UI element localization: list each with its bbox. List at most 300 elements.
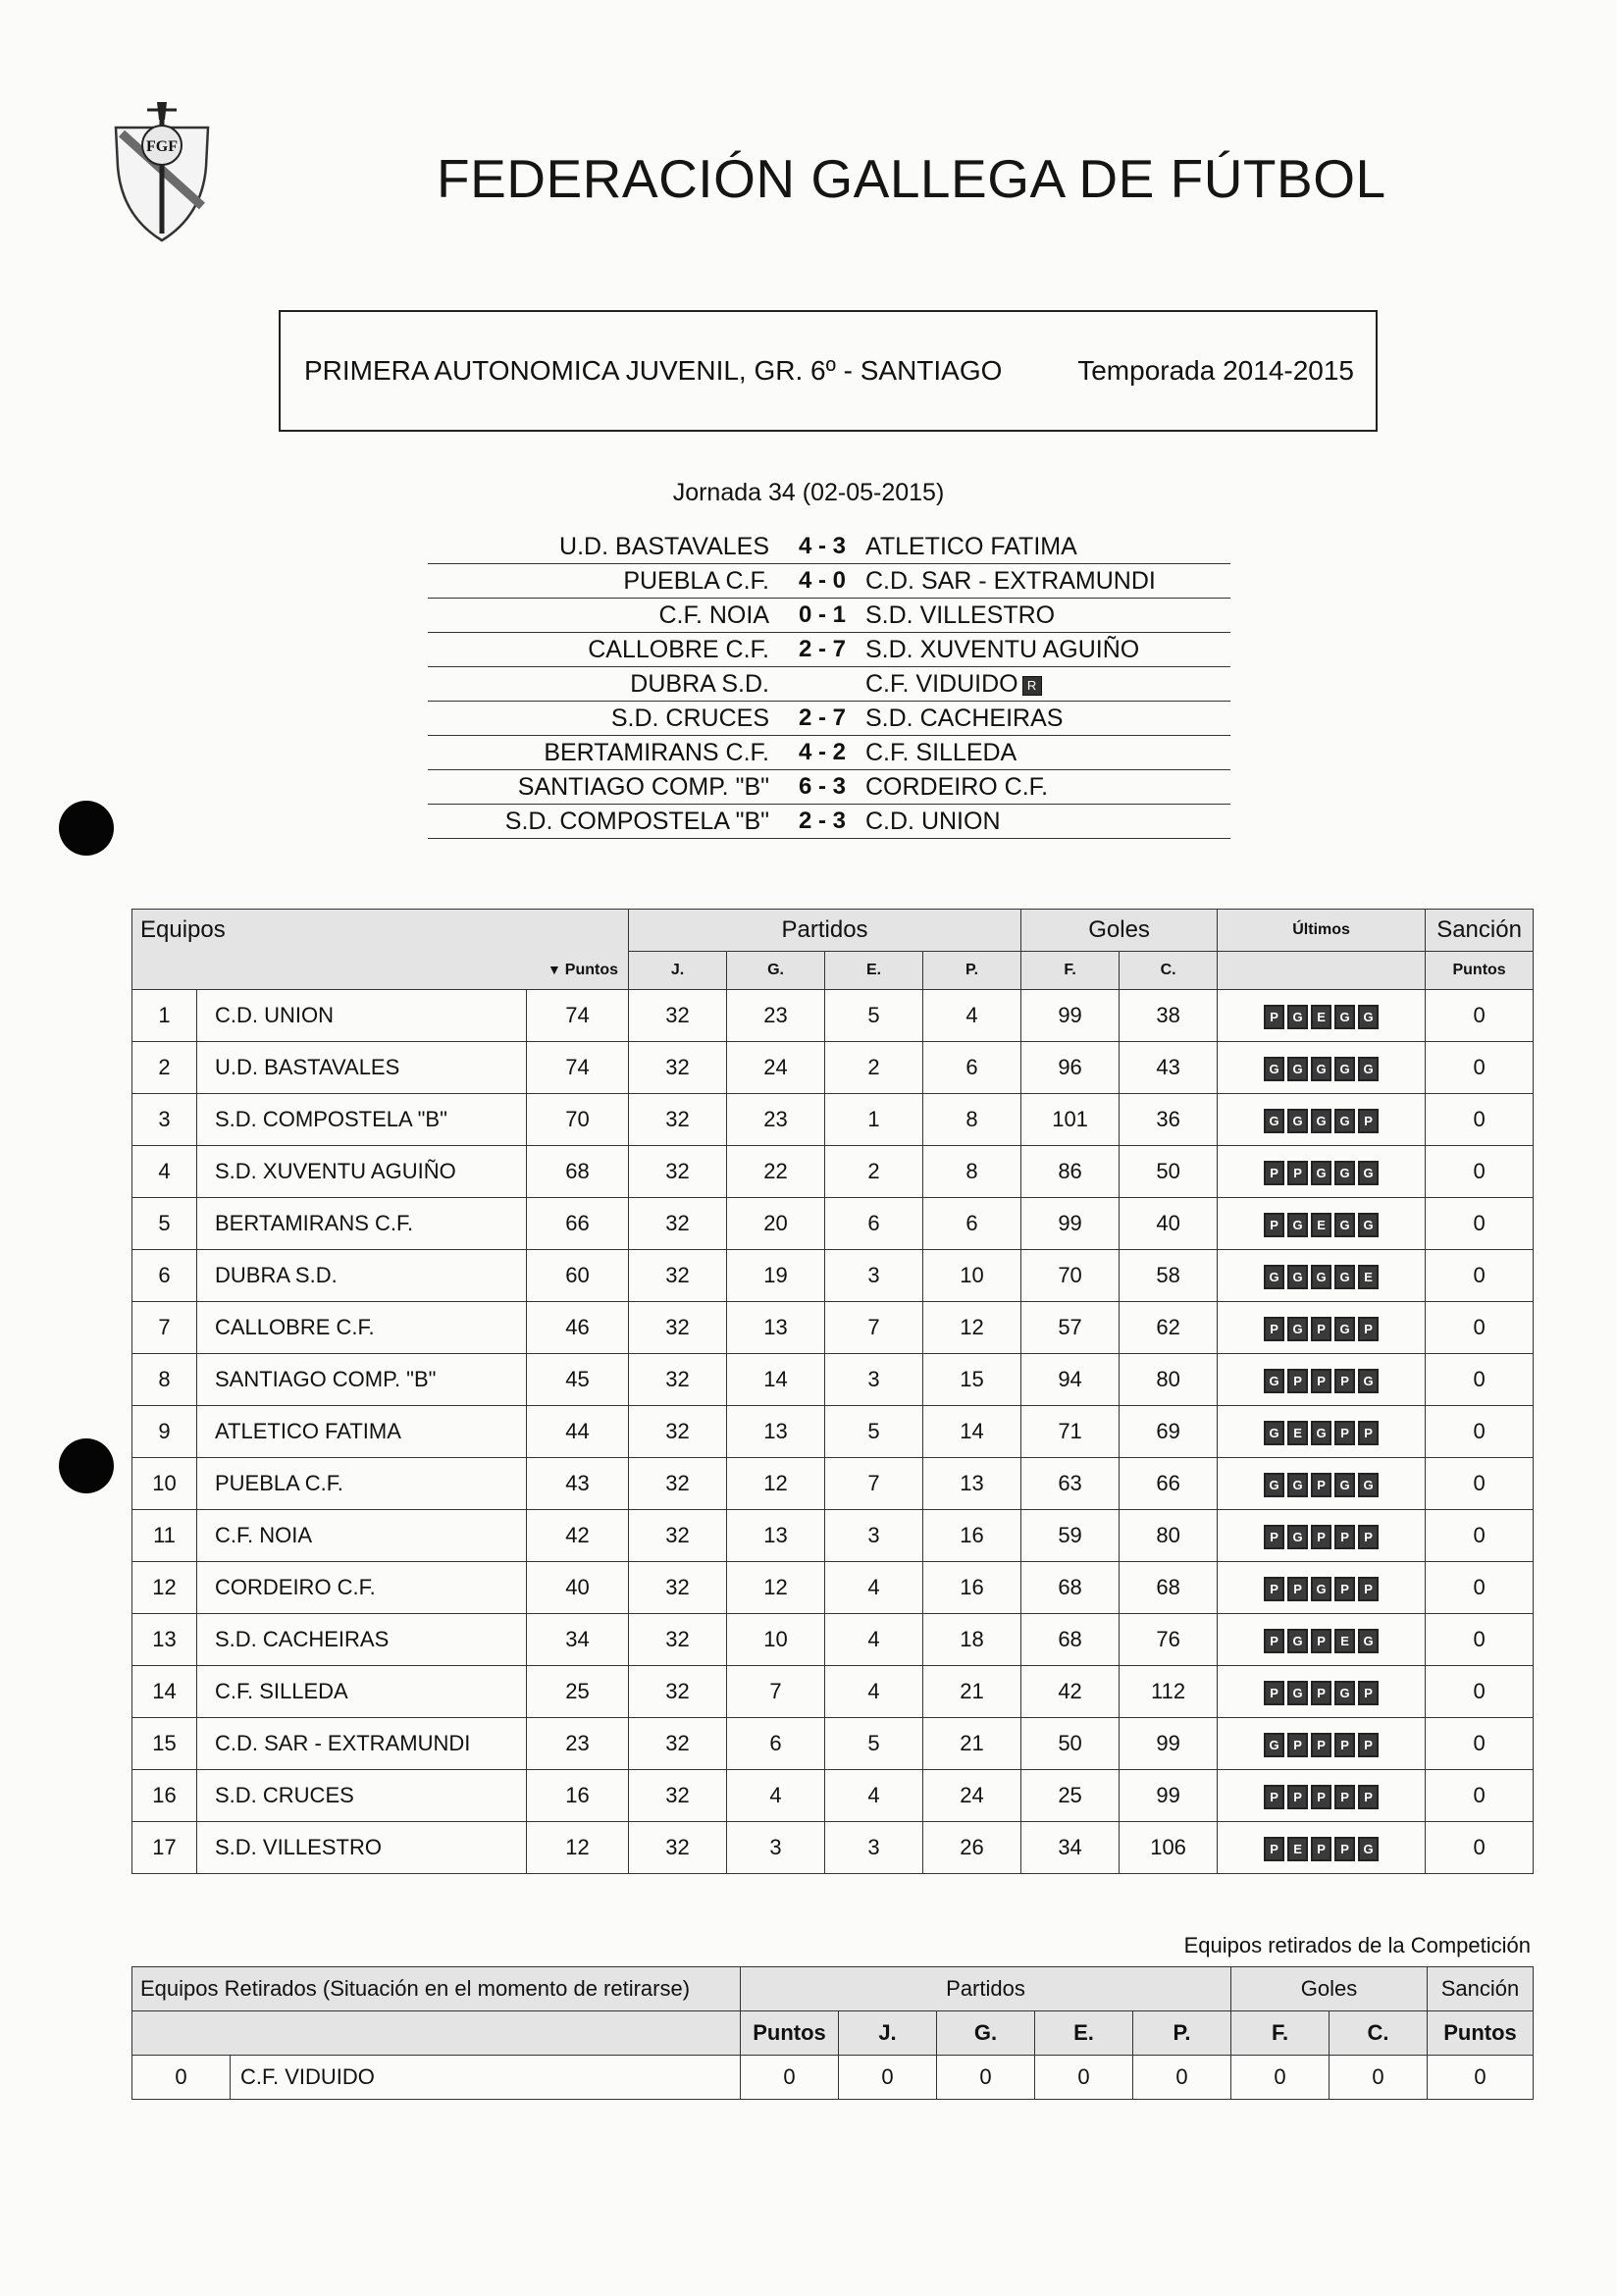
table-row <box>132 1042 1534 1094</box>
cell-pts: 46 <box>527 1302 629 1354</box>
header-ultimos-blank <box>1218 952 1426 990</box>
cell-form <box>1218 1770 1426 1822</box>
cell-pos: 6 <box>132 1250 197 1302</box>
cell-c: 40 <box>1120 1198 1218 1250</box>
retired-header-sancion-puntos: Puntos <box>1428 2011 1534 2056</box>
cell-c: 50 <box>1120 1146 1218 1198</box>
away-team <box>858 736 1230 770</box>
cell-p: 6 <box>923 1198 1021 1250</box>
form-chip: E <box>1287 1837 1308 1861</box>
cell-j: 32 <box>629 1250 727 1302</box>
cell-p: 21 <box>923 1666 1021 1718</box>
retired-header-c: C. <box>1330 2011 1428 2056</box>
form-chip: P <box>1311 1785 1331 1809</box>
cell-c: 112 <box>1120 1666 1218 1718</box>
cell-pts: 45 <box>527 1354 629 1406</box>
form-chip: P <box>1287 1733 1308 1757</box>
cell-sancion: 0 <box>1426 1666 1534 1718</box>
cell-pts: 0 <box>741 2056 839 2100</box>
cell-c: 43 <box>1120 1042 1218 1094</box>
cell-pos: 5 <box>132 1198 197 1250</box>
form-chip: G <box>1334 1213 1355 1237</box>
cell-e: 2 <box>825 1146 923 1198</box>
cell-e: 3 <box>825 1510 923 1562</box>
form-chip: P <box>1264 1213 1284 1237</box>
cell-c: 58 <box>1120 1250 1218 1302</box>
cell-e: 7 <box>825 1458 923 1510</box>
form-chip: G <box>1264 1109 1284 1133</box>
form-chip: G <box>1287 1473 1308 1497</box>
form-chip: G <box>1358 1213 1379 1237</box>
cell-g: 22 <box>727 1146 825 1198</box>
cell-pts: 43 <box>527 1458 629 1510</box>
form-chip: G <box>1334 1057 1355 1081</box>
header-p: P. <box>923 952 1021 990</box>
cell-sancion: 0 <box>1426 1562 1534 1614</box>
form-chips <box>1264 1577 1379 1601</box>
form-chip: P <box>1264 1161 1284 1185</box>
cell-g: 20 <box>727 1198 825 1250</box>
cell-e: 3 <box>825 1822 923 1874</box>
cell-pos: 17 <box>132 1822 197 1874</box>
cell-p: 8 <box>923 1146 1021 1198</box>
form-chip: E <box>1311 1213 1331 1237</box>
cell-f: 68 <box>1021 1614 1120 1666</box>
form-chip: P <box>1311 1473 1331 1497</box>
form-chips <box>1264 1265 1379 1289</box>
home-team: PUEBLA C.F. <box>428 564 787 599</box>
competition-header <box>279 310 1378 432</box>
standings-table <box>131 909 1534 1874</box>
form-chip: P <box>1287 1369 1308 1393</box>
table-row <box>132 1198 1534 1250</box>
cell-sancion: 0 <box>1426 1458 1534 1510</box>
header-ultimos: Últimos <box>1218 910 1426 952</box>
table-row <box>132 1302 1534 1354</box>
form-chip: P <box>1287 1785 1308 1809</box>
form-chip: P <box>1334 1421 1355 1445</box>
cell-j: 32 <box>629 1770 727 1822</box>
form-chip: P <box>1311 1681 1331 1705</box>
cell-e: 1 <box>825 1094 923 1146</box>
cell-f: 94 <box>1021 1354 1120 1406</box>
cell-team: S.D. VILLESTRO <box>197 1822 527 1874</box>
cell-form <box>1218 990 1426 1042</box>
cell-pts: 16 <box>527 1770 629 1822</box>
form-chip: G <box>1287 1265 1308 1289</box>
punch-hole <box>59 801 114 856</box>
cell-pts: 42 <box>527 1510 629 1562</box>
cell-form <box>1218 1250 1426 1302</box>
form-chip: G <box>1334 1473 1355 1497</box>
form-chip: G <box>1311 1421 1331 1445</box>
cell-pts: 74 <box>527 990 629 1042</box>
cell-j: 32 <box>629 1562 727 1614</box>
form-chip: P <box>1311 1629 1331 1653</box>
cell-e: 6 <box>825 1198 923 1250</box>
form-chip: G <box>1311 1265 1331 1289</box>
cell-p: 16 <box>923 1510 1021 1562</box>
cell-c: 68 <box>1120 1562 1218 1614</box>
cell-p: 18 <box>923 1614 1021 1666</box>
cell-f: 25 <box>1021 1770 1120 1822</box>
federation-logo <box>108 98 216 245</box>
cell-f: 101 <box>1021 1094 1120 1146</box>
cell-j: 32 <box>629 1146 727 1198</box>
form-chip: G <box>1334 1109 1355 1133</box>
home-team: U.D. BASTAVALES <box>428 530 787 564</box>
cell-team: SANTIAGO COMP. "B" <box>197 1354 527 1406</box>
away-team-name: S.D. VILLESTRO <box>865 600 1056 629</box>
cell-team: S.D. CACHEIRAS <box>197 1614 527 1666</box>
away-team <box>858 599 1230 633</box>
home-team: BERTAMIRANS C.F. <box>428 736 787 770</box>
form-chip: G <box>1264 1473 1284 1497</box>
form-chip: P <box>1264 1525 1284 1549</box>
form-chips <box>1264 1629 1379 1653</box>
cell-team: C.F. SILLEDA <box>197 1666 527 1718</box>
cell-e: 3 <box>825 1354 923 1406</box>
header-puntos-sort[interactable]: ▼ Puntos <box>132 952 629 990</box>
cell-c: 99 <box>1120 1770 1218 1822</box>
match-row <box>428 530 1230 564</box>
cell-team: PUEBLA C.F. <box>197 1458 527 1510</box>
match-score: 2 - 7 <box>787 633 858 667</box>
form-chips <box>1264 1213 1379 1237</box>
cell-pos: 14 <box>132 1666 197 1718</box>
away-team-name: C.F. VIDUIDO <box>865 669 1018 698</box>
cell-sancion: 0 <box>1426 1250 1534 1302</box>
form-chip: G <box>1264 1265 1284 1289</box>
cell-j: 32 <box>629 1718 727 1770</box>
form-chip: E <box>1311 1005 1331 1029</box>
cell-form <box>1218 1718 1426 1770</box>
form-chip: G <box>1287 1525 1308 1549</box>
form-chips <box>1264 1837 1379 1861</box>
cell-j: 32 <box>629 1094 727 1146</box>
form-chips <box>1264 1057 1379 1081</box>
form-chip: G <box>1311 1057 1331 1081</box>
retired-badge-icon: R <box>1022 676 1042 696</box>
home-team: CALLOBRE C.F. <box>428 633 787 667</box>
form-chip: E <box>1334 1629 1355 1653</box>
cell-p: 26 <box>923 1822 1021 1874</box>
page-title: FEDERACIÓN GALLEGA DE FÚTBOL <box>437 148 1386 209</box>
header-e: E. <box>825 952 923 990</box>
cell-sancion: 0 <box>1426 1718 1534 1770</box>
retired-header-goles: Goles <box>1231 1967 1428 2011</box>
match-row <box>428 667 1230 702</box>
form-chip: G <box>1287 1317 1308 1341</box>
form-chip: P <box>1311 1369 1331 1393</box>
cell-sancion: 0 <box>1426 1354 1534 1406</box>
form-chip: G <box>1264 1057 1284 1081</box>
form-chip: G <box>1334 1681 1355 1705</box>
table-row <box>132 1354 1534 1406</box>
jornada-title: Jornada 34 (02-05-2015) <box>672 479 945 506</box>
cell-pts: 34 <box>527 1614 629 1666</box>
header-goles: Goles <box>1021 910 1218 952</box>
cell-sancion: 0 <box>1426 1198 1534 1250</box>
table-row <box>132 1458 1534 1510</box>
match-score: 0 - 1 <box>787 599 858 633</box>
retired-header-g: G. <box>937 2011 1035 2056</box>
form-chip: P <box>1358 1785 1379 1809</box>
cell-form <box>1218 1822 1426 1874</box>
cell-sancion: 0 <box>1426 1146 1534 1198</box>
cell-pos: 4 <box>132 1146 197 1198</box>
cell-f: 50 <box>1021 1718 1120 1770</box>
table-row <box>132 1770 1534 1822</box>
form-chip: G <box>1358 1057 1379 1081</box>
cell-g: 6 <box>727 1718 825 1770</box>
cell-pos: 15 <box>132 1718 197 1770</box>
form-chip: P <box>1358 1681 1379 1705</box>
cell-form <box>1218 1198 1426 1250</box>
retired-table <box>131 1966 1534 2100</box>
cell-j: 32 <box>629 1354 727 1406</box>
retired-caption: Equipos retirados de la Competición <box>1183 1933 1531 1957</box>
away-team-name: S.D. CACHEIRAS <box>865 704 1064 732</box>
cell-p: 16 <box>923 1562 1021 1614</box>
cell-form <box>1218 1666 1426 1718</box>
home-team: C.F. NOIA <box>428 599 787 633</box>
form-chip: P <box>1311 1837 1331 1861</box>
cell-form <box>1218 1406 1426 1458</box>
form-chip: E <box>1287 1421 1308 1445</box>
cell-g: 12 <box>727 1458 825 1510</box>
cell-team: U.D. BASTAVALES <box>197 1042 527 1094</box>
away-team <box>858 633 1230 667</box>
cell-g: 3 <box>727 1822 825 1874</box>
cell-p: 14 <box>923 1406 1021 1458</box>
away-team-name: C.D. SAR - EXTRAMUNDI <box>865 566 1156 595</box>
form-chip: P <box>1334 1733 1355 1757</box>
cell-f: 99 <box>1021 990 1120 1042</box>
cell-p: 15 <box>923 1354 1021 1406</box>
home-team: DUBRA S.D. <box>428 667 787 702</box>
cell-e: 5 <box>825 1718 923 1770</box>
retired-header-blank <box>132 2011 741 2056</box>
cell-c: 80 <box>1120 1510 1218 1562</box>
form-chip: P <box>1264 1317 1284 1341</box>
away-team-name: CORDEIRO C.F. <box>865 772 1049 801</box>
table-row <box>132 2056 1534 2100</box>
retired-header-partidos: Partidos <box>741 1967 1231 2011</box>
cell-g: 12 <box>727 1562 825 1614</box>
form-chip: G <box>1358 1629 1379 1653</box>
cell-pts: 68 <box>527 1146 629 1198</box>
cell-g: 10 <box>727 1614 825 1666</box>
header-j: J. <box>629 952 727 990</box>
cell-c: 80 <box>1120 1354 1218 1406</box>
cell-pos: 8 <box>132 1354 197 1406</box>
away-team-name: C.D. UNION <box>865 807 1001 835</box>
cell-c: 106 <box>1120 1822 1218 1874</box>
match-score: 4 - 3 <box>787 530 858 564</box>
home-team: S.D. COMPOSTELA "B" <box>428 805 787 839</box>
cell-f: 70 <box>1021 1250 1120 1302</box>
form-chip: G <box>1287 1057 1308 1081</box>
cell-p: 4 <box>923 990 1021 1042</box>
form-chips <box>1264 1421 1379 1445</box>
form-chip: G <box>1334 1265 1355 1289</box>
form-chip: P <box>1334 1837 1355 1861</box>
cell-pts: 66 <box>527 1198 629 1250</box>
cell-f: 71 <box>1021 1406 1120 1458</box>
away-team <box>858 770 1230 805</box>
form-chip: P <box>1358 1109 1379 1133</box>
retired-header-sancion: Sanción <box>1428 1967 1534 2011</box>
cell-team: C.F. NOIA <box>197 1510 527 1562</box>
away-team <box>858 805 1230 839</box>
cell-sancion: 0 <box>1426 1770 1534 1822</box>
table-row <box>132 1614 1534 1666</box>
table-row <box>132 1146 1534 1198</box>
cell-f: 0 <box>1231 2056 1330 2100</box>
cell-p: 21 <box>923 1718 1021 1770</box>
cell-team: BERTAMIRANS C.F. <box>197 1198 527 1250</box>
cell-g: 23 <box>727 990 825 1042</box>
form-chip: G <box>1358 1837 1379 1861</box>
cell-j: 0 <box>839 2056 937 2100</box>
away-team-name: C.F. SILLEDA <box>865 738 1017 766</box>
form-chips <box>1264 1161 1379 1185</box>
form-chip: G <box>1334 1317 1355 1341</box>
cell-pts: 40 <box>527 1562 629 1614</box>
cell-team: S.D. COMPOSTELA "B" <box>197 1094 527 1146</box>
cell-j: 32 <box>629 1666 727 1718</box>
form-chip: G <box>1264 1369 1284 1393</box>
form-chip: E <box>1358 1265 1379 1289</box>
cell-j: 32 <box>629 1614 727 1666</box>
cell-e: 4 <box>825 1614 923 1666</box>
form-chip: P <box>1311 1317 1331 1341</box>
form-chip: G <box>1311 1109 1331 1133</box>
cell-sancion: 0 <box>1426 1042 1534 1094</box>
season-label: Temporada 2014-2015 <box>1077 355 1354 386</box>
cell-e: 4 <box>825 1666 923 1718</box>
form-chip: P <box>1358 1317 1379 1341</box>
match-row <box>428 599 1230 633</box>
retired-header-p: P. <box>1133 2011 1231 2056</box>
header-partidos: Partidos <box>629 910 1021 952</box>
form-chip: G <box>1264 1421 1284 1445</box>
cell-sancion: 0 <box>1426 1302 1534 1354</box>
form-chip: G <box>1358 1005 1379 1029</box>
cell-p: 24 <box>923 1770 1021 1822</box>
away-team <box>858 702 1230 736</box>
header-equipos: Equipos <box>132 910 629 952</box>
cell-sancion: 0 <box>1426 1510 1534 1562</box>
cell-pts: 12 <box>527 1822 629 1874</box>
match-row <box>428 770 1230 805</box>
cell-f: 57 <box>1021 1302 1120 1354</box>
cell-team: S.D. CRUCES <box>197 1770 527 1822</box>
cell-f: 42 <box>1021 1666 1120 1718</box>
table-row <box>132 1510 1534 1562</box>
cell-g: 19 <box>727 1250 825 1302</box>
cell-c: 38 <box>1120 990 1218 1042</box>
match-score <box>787 667 858 702</box>
cell-pos: 11 <box>132 1510 197 1562</box>
cell-form <box>1218 1146 1426 1198</box>
cell-form <box>1218 1458 1426 1510</box>
home-team: SANTIAGO COMP. "B" <box>428 770 787 805</box>
cell-g: 0 <box>937 2056 1035 2100</box>
match-score: 4 - 0 <box>787 564 858 599</box>
cell-team: C.F. VIDUIDO <box>231 2056 741 2100</box>
cell-f: 34 <box>1021 1822 1120 1874</box>
form-chip: P <box>1358 1733 1379 1757</box>
cell-j: 32 <box>629 1042 727 1094</box>
form-chip: P <box>1287 1577 1308 1601</box>
table-row <box>132 1718 1534 1770</box>
form-chips <box>1264 1733 1379 1757</box>
form-chips <box>1264 1369 1379 1393</box>
table-row <box>132 990 1534 1042</box>
cell-p: 13 <box>923 1458 1021 1510</box>
cell-e: 0 <box>1035 2056 1133 2100</box>
form-chip: P <box>1264 1005 1284 1029</box>
cell-f: 63 <box>1021 1458 1120 1510</box>
table-row <box>132 1250 1534 1302</box>
cell-c: 99 <box>1120 1718 1218 1770</box>
form-chip: P <box>1311 1733 1331 1757</box>
cell-team: CALLOBRE C.F. <box>197 1302 527 1354</box>
form-chip: P <box>1311 1525 1331 1549</box>
cell-g: 13 <box>727 1302 825 1354</box>
cell-pos: 0 <box>132 2056 231 2100</box>
header-sancion-puntos: Puntos <box>1426 952 1534 990</box>
table-row <box>132 1562 1534 1614</box>
cell-pos: 7 <box>132 1302 197 1354</box>
form-chips <box>1264 1785 1379 1809</box>
cell-sancion: 0 <box>1426 990 1534 1042</box>
logo-text: FGF <box>146 138 178 155</box>
cell-pts: 23 <box>527 1718 629 1770</box>
form-chips <box>1264 1109 1379 1133</box>
form-chip: P <box>1264 1837 1284 1861</box>
cell-e: 4 <box>825 1770 923 1822</box>
cell-c: 76 <box>1120 1614 1218 1666</box>
form-chip: G <box>1287 1213 1308 1237</box>
cell-form <box>1218 1510 1426 1562</box>
away-team <box>858 667 1230 702</box>
cell-p: 10 <box>923 1250 1021 1302</box>
match-score: 4 - 2 <box>787 736 858 770</box>
cell-form <box>1218 1042 1426 1094</box>
cell-g: 7 <box>727 1666 825 1718</box>
cell-c: 69 <box>1120 1406 1218 1458</box>
retired-header-equipos: Equipos Retirados (Situación en el momento de retirarse) <box>132 1967 741 2011</box>
form-chip: G <box>1358 1369 1379 1393</box>
cell-form <box>1218 1614 1426 1666</box>
cell-team: DUBRA S.D. <box>197 1250 527 1302</box>
cell-e: 7 <box>825 1302 923 1354</box>
cell-p: 8 <box>923 1094 1021 1146</box>
cell-sancion: 0 <box>1426 1094 1534 1146</box>
cell-j: 32 <box>629 1458 727 1510</box>
punch-hole <box>59 1438 114 1493</box>
form-chip: G <box>1311 1577 1331 1601</box>
cell-form <box>1218 1562 1426 1614</box>
away-team-name: S.D. XUVENTU AGUIÑO <box>865 635 1140 663</box>
cell-f: 59 <box>1021 1510 1120 1562</box>
form-chip: G <box>1334 1005 1355 1029</box>
table-row <box>132 1666 1534 1718</box>
cell-pts: 74 <box>527 1042 629 1094</box>
